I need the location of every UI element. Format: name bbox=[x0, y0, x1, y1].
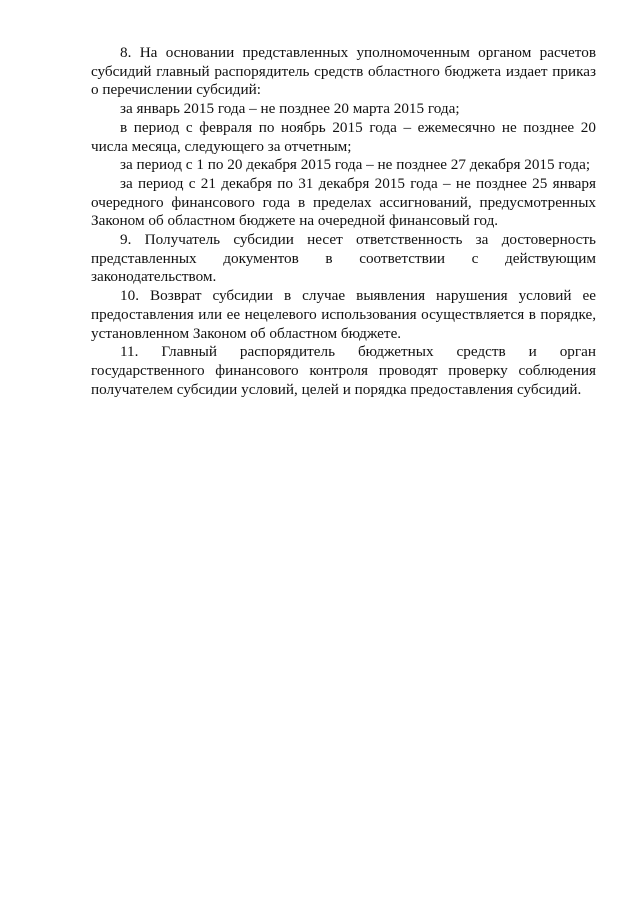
paragraph-9: 9. Получатель субсидии несет ответственность за достоверность представленных документов в соответствии с действующим законодательством. bbox=[91, 231, 596, 286]
paragraph-8: 8. На основании представленных уполномоченным органом расчетов субсидий главный распорядитель средств областного бюджета издает приказ о перечислении субсидий: bbox=[91, 44, 596, 99]
paragraph-january: за январь 2015 года – не позднее 20 марта 2015 года; bbox=[120, 100, 460, 118]
paragraph-february-november: в период с февраля по ноябрь 2015 года – ежемесячно не позднее 20 числа месяца, следующего за отчетным; bbox=[91, 118, 596, 155]
paragraph-december-21-31: за период с 21 декабря по 31 декабря 2015 года – не позднее 25 января очередного финансового года в пределах ассигнований, предусмотренных Законом об областном бюджете на очередной финансовый год. bbox=[91, 174, 596, 230]
paragraph-december-1-20: за период с 1 по 20 декабря 2015 года – не позднее 27 декабря 2015 года; bbox=[120, 156, 591, 174]
paragraph-10: 10. Возврат субсидии в случае выявления нарушения условий ее предоставления или ее нецелевого использования осуществляется в порядке, установленном Законом об областном бюджете. bbox=[91, 287, 596, 342]
paragraph-11: 11. Главный распорядитель бюджетных средств и орган государственного финансового контроля проводят проверку соблюдения получателем субсидии условий, целей и порядка предоставления субсидий. bbox=[91, 343, 596, 398]
document-body bbox=[91, 44, 596, 399]
